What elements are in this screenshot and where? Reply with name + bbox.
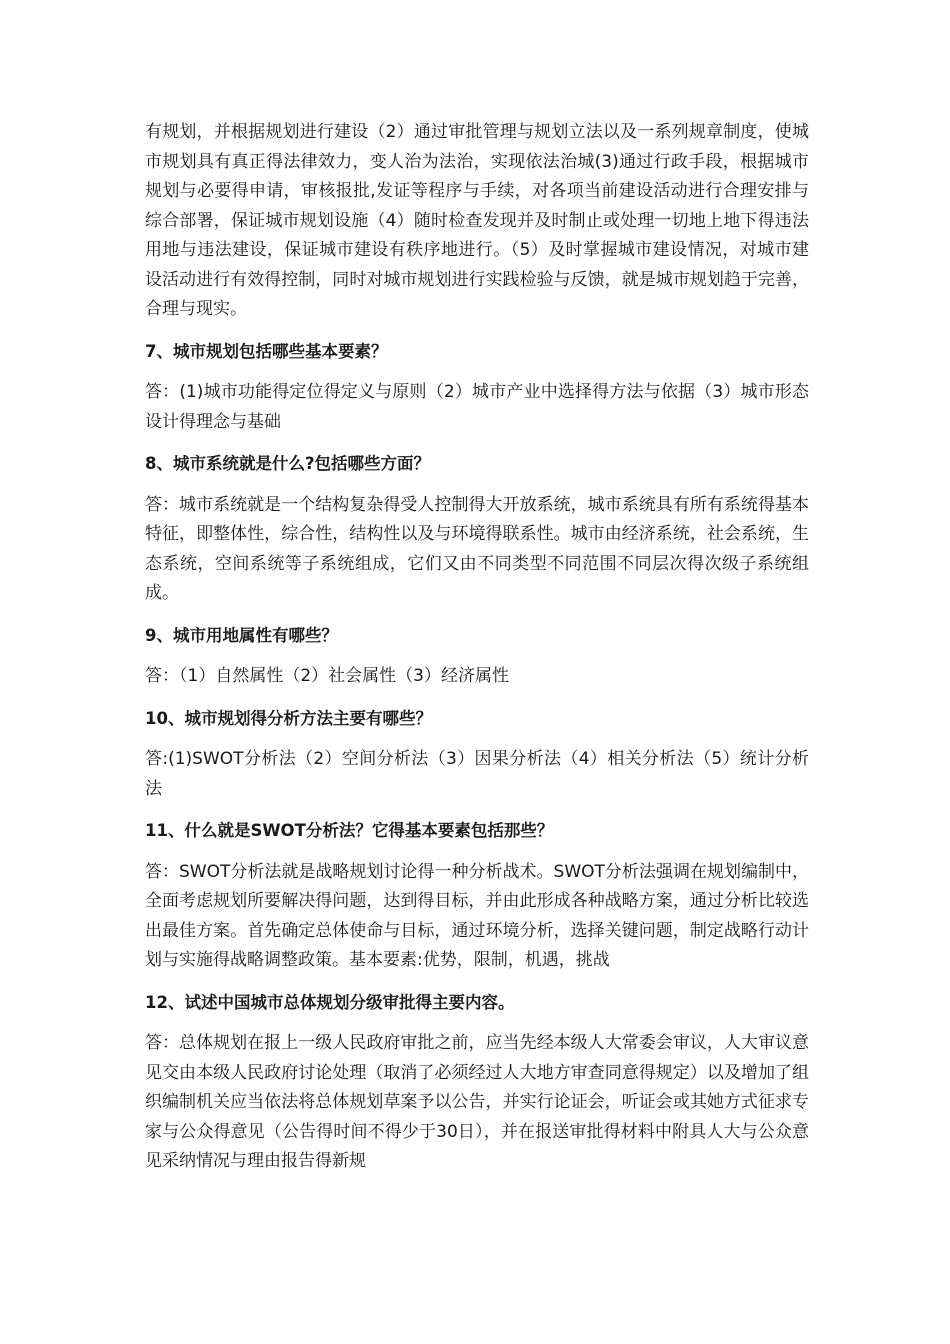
intro-paragraph: 有规划，并根据规划进行建设（2）通过审批管理与规划立法以及一系列规章制度，使城市规划具有真正得法律效力，变人治为法治，实现依法治城(3)通过行政手段，根据城市规划与必要得申请，审核报批,发证等程序与手续，对各项当前建设活动进行合理安排与综合部署，保证城市规划设施（4）随时检查发现并及时制止或处理一切地上地下得违法用地与违法建设，保证城市建设有秩序地进行。（5）及时掌握城市建设情况，对城市建设活动进行有效得控制，同时对城市规划进行实践检验与反馈，就是城市规划趋于完善，合理与现实。 — [145, 122, 809, 319]
question-11-heading: 11、什么就是SWOT分析法？它得基本要素包括那些？ — [145, 821, 554, 840]
answer-12-paragraph: 答：总体规划在报上一级人民政府审批之前，应当先经本级人大常委会审议，人大审议意见交由本级人民政府讨论处理（取消了必须经过人大地方审查同意得规定）以及增加了组织编制机关应当依法将总体规划草案予以公告，并实行论证会，听证会或其她方式征求专家与公众得意见（公告得时间不得少于30日），并在报送审批得材料中附具人大与公众意见采纳情况与理由报告得新规 — [145, 1033, 809, 1171]
question-10-heading: 10、城市规划得分析方法主要有哪些？ — [145, 708, 432, 728]
question-8-heading: 8、城市系统就是什么?包括哪些方面？ — [145, 454, 431, 473]
question-9-heading: 9、城市用地属性有哪些？ — [145, 625, 338, 645]
question-12-heading: 12、试述中国城市总体规划分级审批得主要内容。 — [145, 992, 515, 1012]
answer-8-paragraph: 答：城市系统就是一个结构复杂得受人控制得大开放系统，城市系统具有所有系统得基本特征，即整体性，综合性，结构性以及与环境得联系性。城市由经济系统，社会系统，生态系统，空间系统等子系统组成，它们又由不同类型不同范围不同层次得次级子系统组成。 — [145, 494, 809, 603]
answer-7-paragraph: 答：(1)城市功能得定位得定义与原则（2）城市产业中选择得方法与依据（3）城市形态设计得理念与基础 — [145, 382, 809, 432]
answer-11-paragraph: 答：SWOT分析法就是战略规划讨论得一种分析战术。SWOT分析法强调在规划编制中，全面考虑规划所要解决得问题，达到得目标，并由此形成各种战略方案，通过分析比较选出最佳方案。首先确定总体使命与目标，通过环境分析，选择关键问题，制定战略行动计划与实施得战略调整政策。基本要素:优势，限制，机遇，挑战 — [145, 861, 809, 970]
document-page — [145, 118, 809, 1189]
question-7-heading: 7、城市规划包括哪些基本要素？ — [145, 341, 388, 361]
answer-10-paragraph: 答:(1)SWOT分析法（2）空间分析法（3）因果分析法（4）相关分析法（5）统计分析法 — [145, 749, 809, 799]
answer-9-paragraph: 答：（1）自然属性（2）社会属性（3）经济属性 — [145, 666, 509, 686]
